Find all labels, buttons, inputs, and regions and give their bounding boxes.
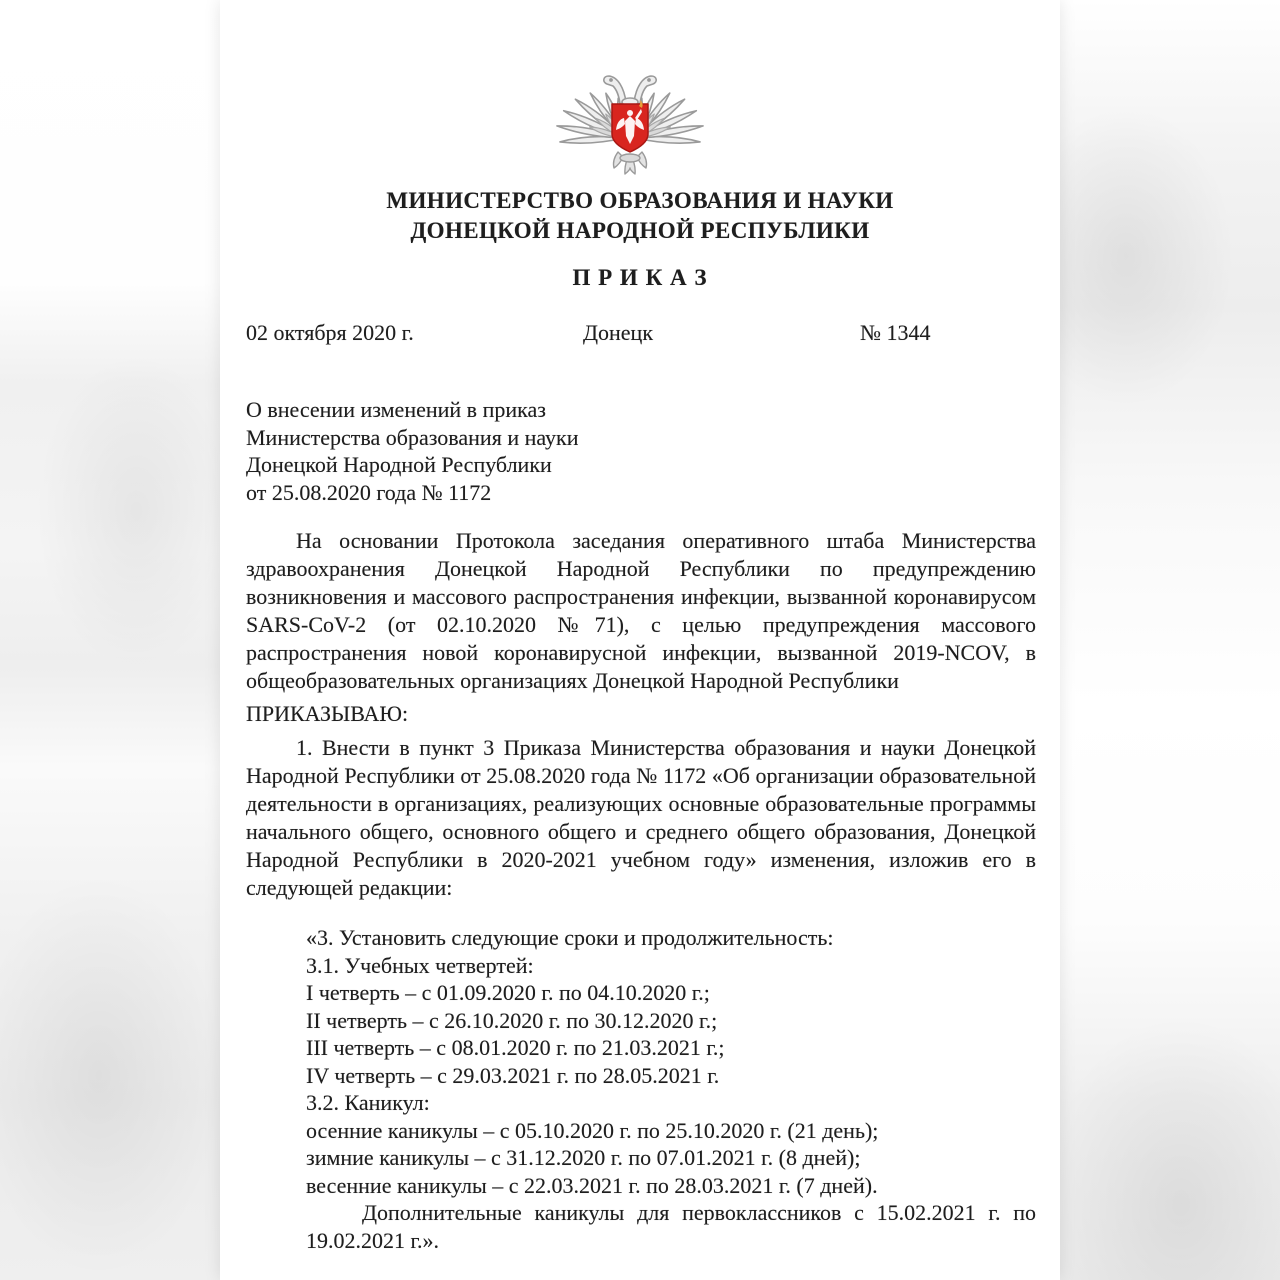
date-row [246,320,1036,348]
document-number: № 1344 [860,320,931,345]
document-city: Донецк [583,320,654,345]
schedule-line: I четверть – с 01.09.2020 г. по 04.10.2020 г.; [306,980,710,1005]
schedule-line: весенние каникулы – с 22.03.2021 г. по 28.03.2021 г. (7 дней). [306,1172,878,1198]
document-page [220,0,1060,1280]
schedule-line: IV четверть – с 29.03.2021 г. по 28.05.2021 г. [306,1062,720,1088]
document-subject [246,396,578,506]
subject-line: Министерства образования и науки [246,424,579,450]
order-item-1: 1. Внести в пункт 3 Приказа Министерства образования и науки Донецкой Народной Республики от 25.08.2020 года № 1172 «Об организации образовательной деятельности в организациях, реализующих основные образовательные программы начального общего, основного общего и среднего общего образования, Донецкой Народной Республики в 2020-2021 учебном году» изменения, изложив его в следующей редакции: [246,735,1036,900]
schedule-line: 3.2. Каникул: [306,1090,430,1115]
preamble-paragraph: На основании Протокола заседания оперативного штаба Министерства здравоохранения Донецкой Народной Республики по предупреждению возникновения и массового распространения инфекции, вызванной коронавирусом SARS-CoV-2 (от 02.10.2020 №71), с целью предупреждения массового распространения новой коронавирусной инфекции, вызванной 2019-NCOV, в общеобразовательных организациях Донецкой Народной Республики [246,528,1036,693]
ministry-name-line1: МИНИСТЕРСТВО ОБРАЗОВАНИЯ И НАУКИ [386,188,894,213]
schedule-line: «3. Установить следующие сроки и продолжительность: [306,925,834,950]
schedule-line: осенние каникулы – с 05.10.2020 г. по 25.10.2020 г. (21 день); [306,1117,879,1143]
schedule-line: зимние каникулы – с 31.12.2020 г. по 07.01.2021 г. (8 дней); [306,1145,861,1170]
document-type-title: П Р И К А З [572,265,708,290]
subject-line: О внесении изменений в приказ [246,397,546,422]
schedule-line: 3.1. Учебных четвертей: [306,952,534,978]
decree-word: ПРИКАЗЫВАЮ: [246,701,409,726]
ministry-name-line2: ДОНЕЦКОЙ НАРОДНОЙ РЕСПУБЛИКИ [410,218,870,243]
blurred-margin-right [1060,0,1280,1280]
subject-line: Донецкой Народной Республики [246,452,552,477]
dnr-coat-of-arms-icon [550,58,710,182]
additional-holidays-paragraph: Дополнительные каникулы для первоклассников с 15.02.2021 г. по 19.02.2021 г.». [306,1200,1036,1253]
document-date: 02 октября 2020 г. [246,320,414,345]
schedule-line: III четверть – с 08.01.2020 г. по 21.03.2021 г.; [306,1035,725,1060]
ministry-name [220,186,1060,246]
schedule-line: II четверть – с 26.10.2020 г. по 30.12.2020 г.; [306,1007,718,1033]
blurred-margin-left [0,0,220,1280]
schedule-block [306,924,878,1199]
subject-line: от 25.08.2020 года № 1172 [246,479,492,505]
